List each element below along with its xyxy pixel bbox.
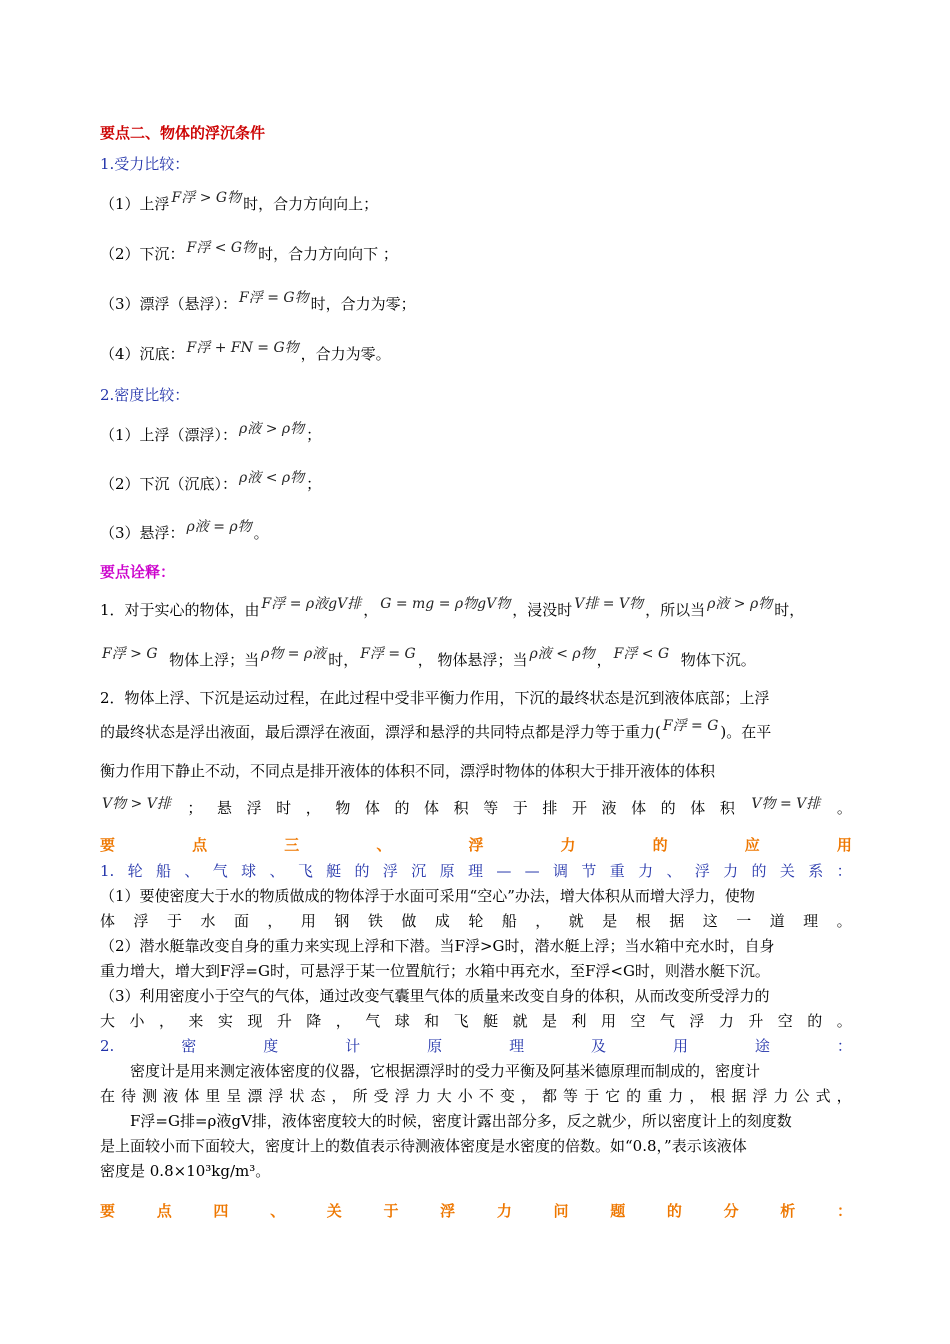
item-label: （2）下沉（沉底）： — [100, 475, 238, 493]
char: 升 — [276, 1012, 292, 1030]
char: ， — [520, 1087, 536, 1105]
paragraph-line: 是上面较小而下面较大，密度计上的数值表示待测液体密度是水密度的倍数。如“0.8，”表示该液体 — [100, 1137, 747, 1155]
char: 利 — [571, 1012, 587, 1030]
char: 时 — [276, 799, 292, 817]
char: 力 — [718, 1012, 734, 1030]
char: 物 — [335, 799, 351, 817]
char: 力 — [723, 862, 739, 880]
char: 据 — [669, 912, 685, 930]
char: 的 — [666, 1202, 682, 1220]
char: 和 — [424, 1012, 440, 1030]
char: 水 — [200, 912, 216, 930]
item-tail: ； — [306, 475, 322, 493]
formula: F浮 > G — [102, 646, 158, 662]
item-tail: 时，合力方向向下 ； — [258, 245, 398, 263]
subsection-title — [100, 861, 852, 881]
char: ， — [335, 1012, 351, 1030]
char: 三 — [284, 836, 300, 854]
section-title — [100, 1201, 852, 1221]
paragraph-line: （3）利用密度小于空气的气体，通过改变气囊里气体的质量来改变自身的体积，从而改变所受浮力的 — [100, 987, 770, 1005]
formula: ρ液 > ρ物 — [239, 421, 305, 437]
char: 是 — [542, 1012, 558, 1030]
item-label: （1）上浮（漂浮）： — [100, 426, 238, 444]
char: 呈 — [226, 1087, 242, 1105]
char: 、 — [376, 836, 392, 854]
char: 不 — [478, 1087, 494, 1105]
char: 的 — [660, 799, 676, 817]
char: 题 — [610, 1202, 626, 1220]
formula: F浮 < G物 — [186, 240, 257, 256]
char: 浮 — [468, 836, 484, 854]
char: ； — [187, 799, 203, 817]
char: 要 — [100, 1202, 116, 1220]
char: ， — [267, 912, 283, 930]
char: 浮 — [752, 1087, 768, 1105]
text: ，所以当 — [645, 601, 706, 619]
formula: F浮 + FN = G物 — [186, 340, 299, 356]
density-item — [100, 519, 269, 544]
formula: ρ液 < ρ物 — [239, 470, 305, 486]
char: 来 — [188, 1012, 204, 1030]
char: 沉 — [411, 862, 427, 880]
char: 原 — [439, 862, 455, 880]
char: 积 — [453, 799, 469, 817]
char: 球 — [394, 1012, 410, 1030]
formula: ρ液 < ρ物 — [529, 646, 595, 662]
char: 在 — [100, 1087, 116, 1105]
char: 飞 — [453, 1012, 469, 1030]
char: 于 — [584, 1087, 600, 1105]
formula: F浮 = G — [662, 718, 719, 734]
char: 。 — [836, 1012, 852, 1030]
char: 液 — [601, 799, 617, 817]
explain-line-justified — [100, 798, 852, 818]
force-item — [100, 340, 391, 365]
char: 现 — [247, 1012, 263, 1030]
char: 力 — [496, 1202, 512, 1220]
char: ， — [305, 799, 321, 817]
char: 空 — [777, 1012, 793, 1030]
item-label: （3）悬浮： — [100, 524, 185, 542]
char: 降 — [306, 1012, 322, 1030]
char: 的 — [751, 862, 767, 880]
char: 重 — [647, 1087, 663, 1105]
explain-title: 要点诠释： — [100, 563, 176, 581]
char: ： — [836, 862, 852, 880]
char: 艇 — [483, 1012, 499, 1030]
item-label: （2）下沉： — [100, 245, 185, 263]
char: 道 — [769, 912, 785, 930]
char: 于 — [383, 1202, 399, 1220]
char: 分 — [723, 1202, 739, 1220]
char: 做 — [401, 912, 417, 930]
char: 、 — [184, 862, 200, 880]
char: 一 — [736, 912, 752, 930]
char: 气 — [212, 862, 228, 880]
char: 力 — [638, 862, 654, 880]
char: 及 — [591, 1037, 607, 1055]
char: — — [524, 862, 540, 880]
formula: V物 > V排 — [102, 796, 171, 812]
char: 它 — [605, 1087, 621, 1105]
char: 艇 — [326, 862, 342, 880]
char: 式 — [815, 1087, 831, 1105]
char: 根 — [710, 1087, 726, 1105]
char: 受 — [373, 1087, 389, 1105]
item-tail: 时，合力方向向上； — [243, 195, 379, 213]
formula: F浮 < G — [613, 646, 670, 662]
char: 排 — [542, 799, 558, 817]
char: 空 — [630, 1012, 646, 1030]
text: )。在平 — [720, 723, 772, 741]
item-tail: 。 — [253, 524, 269, 542]
section-title — [100, 835, 852, 855]
char: 浮 — [689, 1012, 705, 1030]
paragraph-line: （2）潜水艇靠改变自身的重力来实现上浮和下潜。当F浮>G时，潜水艇上浮；当水箱中充水时，自身 — [100, 937, 775, 955]
char: 的 — [394, 799, 410, 817]
char: ： — [836, 1037, 852, 1055]
char: 原 — [427, 1037, 443, 1055]
force-item — [100, 290, 416, 315]
char: 调 — [553, 862, 569, 880]
formula: G = mg = ρ物gV物 — [380, 596, 511, 612]
formula: V排 = V物 — [574, 596, 644, 612]
paragraph-line — [100, 911, 852, 931]
char: 所 — [352, 1087, 368, 1105]
char: 的 — [807, 1012, 823, 1030]
text: 物体上浮；当 — [169, 651, 260, 669]
char: 浮 — [246, 799, 262, 817]
char: ， — [331, 1087, 347, 1105]
formula: F浮 = ρ液gV排 — [261, 596, 362, 612]
item-label: （3）漂浮（悬浮）： — [100, 295, 238, 313]
char: 途 — [754, 1037, 770, 1055]
char: 这 — [702, 912, 718, 930]
char: 、 — [270, 1202, 286, 1220]
char: 飞 — [297, 862, 313, 880]
char: 球 — [241, 862, 257, 880]
char: 测 — [142, 1087, 158, 1105]
char: 2. — [100, 1037, 115, 1055]
char: 钢 — [334, 912, 350, 930]
text: 的最终状态是浮出液面，最后漂浮在液面，漂浮和悬浮的共同特点都是浮力等于重力( — [100, 723, 661, 741]
char: 状 — [289, 1087, 305, 1105]
formula: F浮 > G物 — [171, 190, 242, 206]
paragraph-line — [100, 1011, 852, 1031]
char: 浮 — [268, 1087, 284, 1105]
char: 都 — [541, 1087, 557, 1105]
char: 关 — [779, 862, 795, 880]
char: 用 — [836, 836, 852, 854]
char: 面 — [233, 912, 249, 930]
char: 用 — [300, 912, 316, 930]
char: 的 — [354, 862, 370, 880]
char: ， — [836, 1087, 852, 1105]
explain-line: 2．物体上浮、下沉是运动过程，在此过程中受非平衡力作用，下沉的最终状态是沉到液体底部；上浮 — [100, 689, 770, 707]
char: — — [496, 862, 512, 880]
char: 四 — [213, 1202, 229, 1220]
char: ， — [535, 912, 551, 930]
char: 重 — [609, 862, 625, 880]
char: 大 — [436, 1087, 452, 1105]
item-label: （4）沉底： — [100, 345, 185, 363]
char: 开 — [571, 799, 587, 817]
char: 浮 — [394, 1087, 410, 1105]
char: 升 — [748, 1012, 764, 1030]
char: 用 — [600, 1012, 616, 1030]
explain-line — [100, 596, 805, 621]
char: 浮 — [133, 912, 149, 930]
char: ： — [836, 1202, 852, 1220]
section-title: 要点二、物体的浮沉条件 — [100, 124, 266, 142]
char: 积 — [719, 799, 735, 817]
item-label: （1）上浮 — [100, 195, 170, 213]
char: 计 — [345, 1037, 361, 1055]
char: 体 — [631, 799, 647, 817]
force-item — [100, 190, 379, 215]
char: 体 — [690, 799, 706, 817]
item-tail: ，合力为零。 — [300, 345, 391, 363]
paragraph-line: （1）要使密度大于水的物质做成的物体浮于水面可采用“空心”办法，增大体积从而增大浮力，使物 — [100, 887, 755, 905]
char: 小 — [129, 1012, 145, 1030]
char: 浮 — [382, 862, 398, 880]
paragraph-line: 密度是 0.8×10³kg/m³。 — [100, 1162, 271, 1180]
explain-line — [100, 718, 772, 743]
paragraph-line — [100, 1086, 852, 1106]
char: 成 — [434, 912, 450, 930]
char: 体 — [100, 912, 116, 930]
char: 。 — [836, 912, 852, 930]
char: 节 — [581, 862, 597, 880]
char: 应 — [744, 836, 760, 854]
formula: ρ液 = ρ物 — [186, 519, 252, 535]
char: 问 — [553, 1202, 569, 1220]
text: 时， — [328, 651, 359, 669]
paragraph-line: 重力增大，增大到F浮=G时，可悬浮于某一位置航行；水箱中再充水，至F浮<G时，则潜水艇下沉。 — [100, 962, 770, 980]
char: 力 — [560, 836, 576, 854]
item-tail: 时，合力为零； — [310, 295, 416, 313]
text: ，浸没时 — [512, 601, 573, 619]
text: 时， — [774, 601, 805, 619]
char: 根 — [635, 912, 651, 930]
char: 等 — [563, 1087, 579, 1105]
char: 系 — [808, 862, 824, 880]
text: ， 物体悬浮；当 — [417, 651, 528, 669]
text: ， — [596, 651, 612, 669]
formula: V物 = V排 — [751, 796, 821, 812]
char: 析 — [780, 1202, 796, 1220]
text: 1．对于实心的物体，由 — [100, 601, 260, 619]
char: 力 — [415, 1087, 431, 1105]
char: 态 — [310, 1087, 326, 1105]
char: 船 — [501, 912, 517, 930]
char: 关 — [326, 1202, 342, 1220]
char: 轮 — [468, 912, 484, 930]
char: 理 — [467, 862, 483, 880]
paragraph-line: F浮=G排=ρ液gV排，液体密度较大的时候，密度计露出部分多，反之就少，所以密度计上的刻度数 — [130, 1112, 792, 1130]
char: 漂 — [247, 1087, 263, 1105]
char: 体 — [184, 1087, 200, 1105]
text: 物体下沉。 — [680, 651, 756, 669]
char: 就 — [512, 1012, 528, 1030]
char: 大 — [100, 1012, 116, 1030]
force-item — [100, 240, 398, 265]
char: 力 — [773, 1087, 789, 1105]
density-item — [100, 470, 322, 495]
char: 浮 — [694, 862, 710, 880]
char: 据 — [731, 1087, 747, 1105]
subsection-title: 2.密度比较： — [100, 386, 190, 404]
density-item — [100, 421, 322, 446]
explain-line — [100, 646, 756, 671]
explain-line: 衡力作用下静止不动，不同点是排开液体的体积不同，漂浮时物体的体积大于排开液体的体积 — [100, 762, 716, 780]
char: 变 — [499, 1087, 515, 1105]
subsection-title — [100, 1036, 852, 1056]
formula: F浮 = G物 — [239, 290, 309, 306]
char: 度 — [263, 1037, 279, 1055]
char: 浮 — [440, 1202, 456, 1220]
char: ， — [158, 1012, 174, 1030]
subsection-title: 1.受力比较： — [100, 155, 190, 173]
char: 理 — [509, 1037, 525, 1055]
char: 体 — [424, 799, 440, 817]
char: 就 — [568, 912, 584, 930]
char: 的 — [626, 1087, 642, 1105]
char: 于 — [166, 912, 182, 930]
char: 的 — [652, 836, 668, 854]
char: 等 — [483, 799, 499, 817]
char: 体 — [364, 799, 380, 817]
char: 气 — [365, 1012, 381, 1030]
char: 悬 — [217, 799, 233, 817]
char: 要 — [100, 836, 116, 854]
paragraph-line: 密度计是用来测定液体密度的仪器，它根据漂浮时的受力平衡及阿基米德原理而制成的，密度计 — [130, 1062, 761, 1080]
char: ， — [689, 1087, 705, 1105]
char: 小 — [457, 1087, 473, 1105]
char: 、 — [666, 862, 682, 880]
char: 液 — [163, 1087, 179, 1105]
char: 公 — [794, 1087, 810, 1105]
char: 实 — [217, 1012, 233, 1030]
char: 轮 — [127, 862, 143, 880]
char: 点 — [156, 1202, 172, 1220]
char: 、 — [269, 862, 285, 880]
char: 是 — [602, 912, 618, 930]
char: 铁 — [367, 912, 383, 930]
char: 1. — [100, 862, 115, 880]
item-tail: ； — [306, 426, 322, 444]
char: 力 — [668, 1087, 684, 1105]
formula: ρ物 = ρ液 — [261, 646, 327, 662]
char: 理 — [803, 912, 819, 930]
char: 于 — [512, 799, 528, 817]
char: 点 — [192, 836, 208, 854]
char: 气 — [659, 1012, 675, 1030]
char: 里 — [205, 1087, 221, 1105]
formula: F浮 = G — [360, 646, 416, 662]
text: ， — [363, 601, 379, 619]
char: 用 — [672, 1037, 688, 1055]
char: 船 — [156, 862, 172, 880]
char: 待 — [121, 1087, 137, 1105]
char: 密 — [181, 1037, 197, 1055]
char: 。 — [836, 799, 852, 817]
formula: ρ液 > ρ物 — [707, 596, 773, 612]
